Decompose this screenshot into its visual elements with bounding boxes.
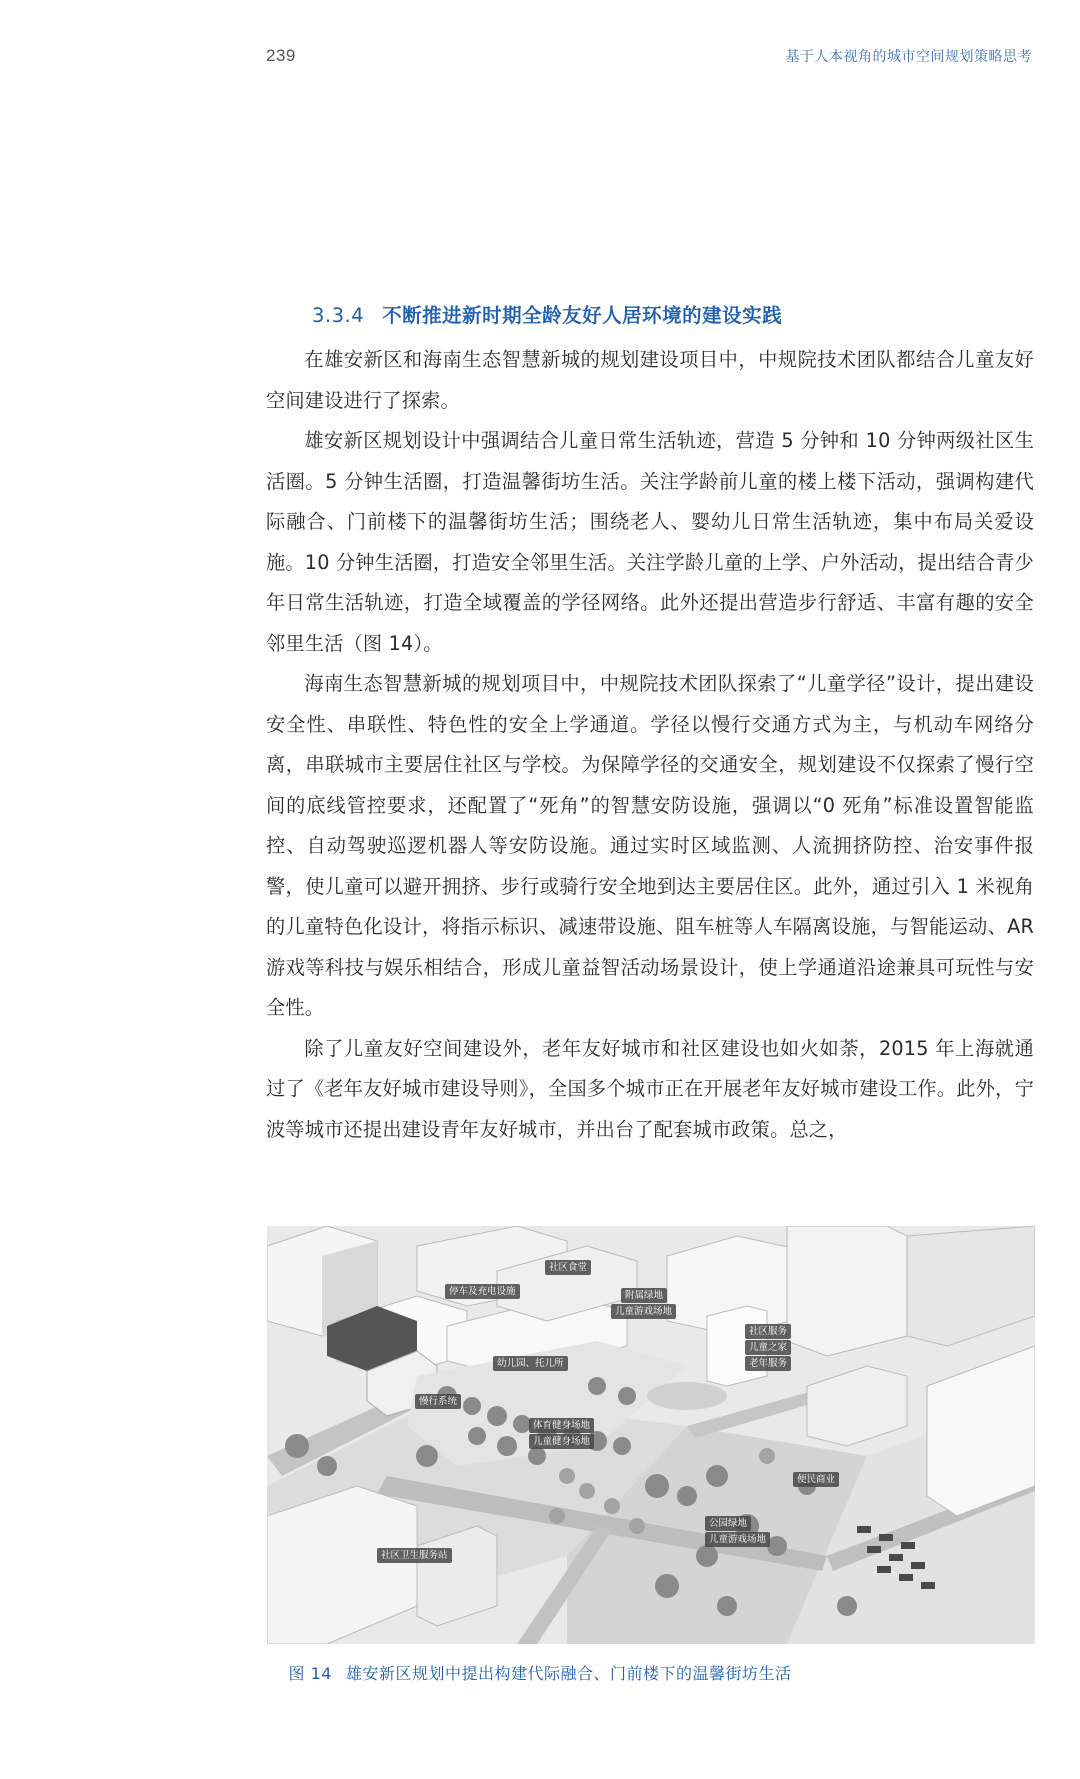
label-children-home: 儿童之家 xyxy=(745,1340,791,1355)
label-children-fitness: 儿童健身场地 xyxy=(529,1434,594,1449)
label-community-canteen: 社区食堂 xyxy=(545,1260,591,1275)
label-community-service: 社区服务 xyxy=(745,1324,791,1339)
label-parking-charging: 停车及充电设施 xyxy=(445,1284,520,1299)
paragraph: 在雄安新区和海南生态智慧新城的规划建设项目中，中规院技术团队都结合儿童友好空间建设进行了探索。 xyxy=(266,348,1034,412)
section-title-text: 不断推进新时期全龄友好人居环境的建设实践 xyxy=(382,304,783,327)
label-kindergarten: 幼儿园、托儿所 xyxy=(493,1356,568,1371)
label-children-play-2: 儿童游戏场地 xyxy=(705,1532,770,1547)
label-park-green: 公园绿地 xyxy=(705,1516,751,1531)
label-elderly-service: 老年服务 xyxy=(745,1356,791,1371)
label-convenience-commerce: 便民商业 xyxy=(793,1472,839,1487)
label-children-play-1: 儿童游戏场地 xyxy=(611,1304,676,1319)
label-health-station: 社区卫生服务站 xyxy=(377,1548,452,1563)
label-attached-green: 附属绿地 xyxy=(621,1288,667,1303)
paragraph: 海南生态智慧新城的规划项目中，中规院技术团队探索了“儿童学径”设计，提出建设安全性、串联性、特色性的安全上学通道。学径以慢行交通方式为主，与机动车网络分离，串联城市主要居住社区与学校。为保障学径的交通安全，规划建设不仅探索了慢行空间的底线管控要求，还配置了“死角”的智慧安防设施，强调以“0 死角”标准设置智能监控、自动驾驶巡逻机器人等安防设施。通过实时区域监测、人流拥挤防控、治安事件报警，使儿童可以避开拥挤、步行或骑行安全地到达主要居住区。此外，通过引入 1 米视角的儿童特色化设计，将指示标识、减速带设施、阻车桩等人车隔离设施，与智能运动、AR 游戏等科技与娱乐相结合，形成儿童益智活动场景设计，使上学通道沿途兼具可玩性与安全性。 xyxy=(266,672,1034,1019)
figure-illustration xyxy=(267,1226,1035,1644)
paragraph: 除了儿童友好空间建设外，老年友好城市和社区建设也如火如荼，2015 年上海就通过了《老年友好城市建设导则》，全国多个城市正在开展老年友好城市建设工作。此外，宁波等城市还提出建设青年友好城市，并出台了配套城市政策。总之， xyxy=(266,1036,1034,1141)
running-header: 基于人本视角的城市空间规划策略思考 xyxy=(785,49,1032,65)
section-heading xyxy=(312,300,782,328)
page-number: 239 xyxy=(266,46,296,65)
figure-caption xyxy=(0,1661,1080,1684)
body-text xyxy=(266,340,1034,1150)
label-slow-traffic: 慢行系统 xyxy=(415,1394,461,1409)
figure-caption-text: 雄安新区规划中提出构建代际融合、门前楼下的温馨街坊生活 xyxy=(345,1664,792,1683)
figure-number: 图 14 xyxy=(288,1664,332,1683)
paragraph: 雄安新区规划设计中强调结合儿童日常生活轨迹，营造 5 分钟和 10 分钟两级社区生活圈。5 分钟生活圈，打造温馨街坊生活。关注学龄前儿童的楼上楼下活动，强调构建代际融合、门前楼下的温馨街坊生活；围绕老人、婴幼儿日常生活轨迹，集中布局关爱设施。10 分钟生活圈，打造安全邻里生活。关注学龄儿童的上学、户外活动，提出结合青少年日常生活轨迹，打造全域覆盖的学径网络。此外还提出营造步行舒适、丰富有趣的安全邻里生活（图 14）。 xyxy=(266,429,1034,655)
section-number: 3.3.4 xyxy=(312,304,365,327)
label-sports-ground: 体育健身场地 xyxy=(529,1418,594,1433)
